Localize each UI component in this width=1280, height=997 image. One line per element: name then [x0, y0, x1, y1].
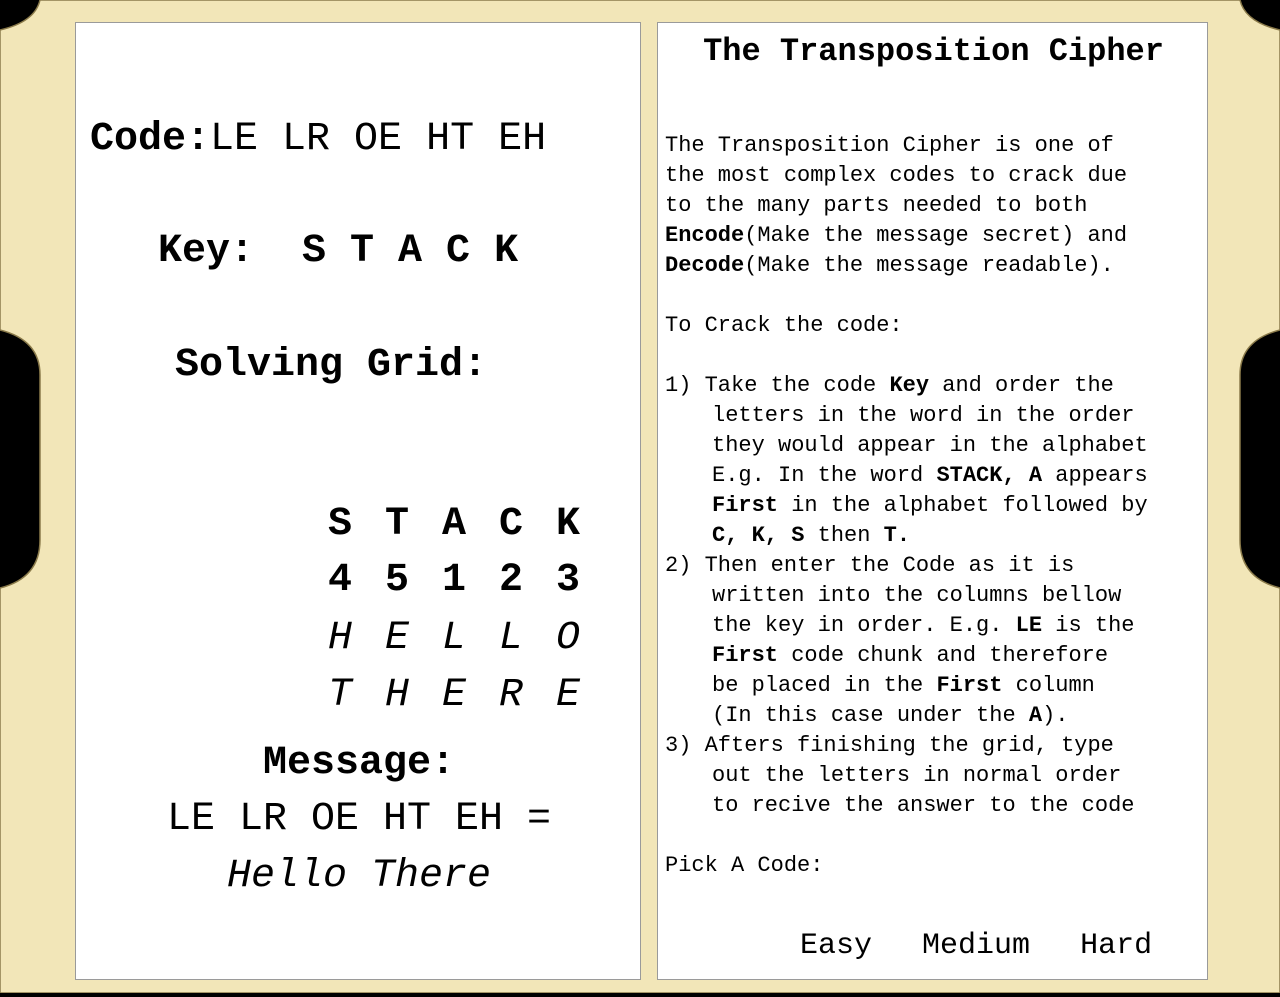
code-value: LE LR OE HT EH — [210, 117, 547, 162]
step-text: then — [804, 523, 884, 548]
grid-cell: L — [442, 616, 467, 661]
grid-cell: S — [328, 502, 353, 547]
step-emphasis: C, K, S — [712, 523, 805, 548]
step-text: 3) Afters finishing the grid, type — [665, 733, 1114, 758]
step-text: in the alphabet followed by — [778, 493, 1148, 518]
message-title: Message: — [262, 741, 456, 786]
message-code: LE LR OE HT EH = — [166, 797, 552, 842]
step-line — [712, 701, 1068, 731]
step-text: (In this case under the — [712, 703, 1029, 728]
step-text: the key in order. E.g. — [712, 613, 1016, 638]
step-line — [712, 461, 1148, 491]
easy-button[interactable]: Easy — [800, 929, 873, 963]
grid-cell: R — [499, 673, 524, 718]
grid-cell: 2 — [499, 558, 524, 603]
step-line — [665, 371, 1114, 401]
step-emphasis: T. — [883, 523, 911, 548]
step-text: to recive the answer to the code — [712, 793, 1135, 818]
decode-line — [665, 251, 1127, 281]
difficulty-options — [728, 895, 1152, 997]
step-line — [712, 431, 1148, 461]
step-text: column — [1002, 673, 1095, 698]
grid-cell: H — [328, 616, 353, 661]
grid-cell: 1 — [442, 558, 467, 603]
step-line — [665, 551, 1074, 581]
grid-cell: 3 — [556, 558, 581, 603]
grid-cell: A — [442, 502, 467, 547]
grid-cell: 4 — [328, 558, 353, 603]
page-title: The Transposition Cipher — [703, 33, 1164, 70]
step-emphasis: First — [712, 643, 779, 668]
step-line — [712, 521, 910, 551]
step-text: code chunk and therefore — [778, 643, 1109, 668]
step-line — [712, 791, 1134, 821]
step-line — [665, 731, 1114, 761]
key-label: Key: — [158, 229, 255, 274]
step-line — [712, 641, 1108, 671]
step-line — [712, 611, 1134, 641]
step-text: and order the — [929, 373, 1114, 398]
decode-term: Decode — [665, 253, 745, 278]
grid-cell: E — [442, 673, 467, 718]
step-text: ). — [1042, 703, 1069, 728]
grid-cell: L — [499, 616, 524, 661]
encode-description: (Make the message secret) and — [744, 223, 1128, 248]
step-emphasis: First — [712, 493, 779, 518]
hard-button[interactable]: Hard — [1080, 929, 1153, 963]
step-text: letters in the word in the order — [712, 403, 1135, 428]
step-emphasis: First — [936, 673, 1003, 698]
step-text: 2) Then enter the Code as it is — [665, 553, 1075, 578]
decode-description: (Make the message readable). — [744, 253, 1114, 278]
grid-cell: E — [385, 616, 410, 661]
grid-cell: H — [385, 673, 410, 718]
step-line — [712, 491, 1148, 521]
encode-line — [665, 221, 1127, 251]
step-text: appears — [1042, 463, 1148, 488]
grid-cell: E — [556, 673, 581, 718]
code-row — [90, 117, 546, 162]
instructions-panel — [657, 22, 1208, 980]
key-row — [158, 229, 518, 274]
step-line — [712, 581, 1121, 611]
code-label: Code: — [90, 117, 211, 162]
step-text: out the letters in normal order — [712, 763, 1122, 788]
step-text: E.g. In the word — [712, 463, 937, 488]
step-line — [712, 761, 1121, 791]
step-emphasis: A — [1028, 703, 1043, 728]
medium-button[interactable]: Medium — [922, 929, 1031, 963]
pick-code-heading: Pick A Code: — [665, 853, 824, 878]
step-line — [712, 671, 1095, 701]
solving-grid-title: Solving Grid: — [175, 343, 488, 388]
message-answer: Hello There — [226, 854, 492, 899]
intro-paragraph — [665, 131, 1127, 281]
step-text: be placed in the — [712, 673, 937, 698]
crack-heading: To Crack the code: — [665, 313, 903, 338]
step-text: is the — [1042, 613, 1135, 638]
key-value: S T A C K — [302, 229, 519, 274]
grid-cell: T — [385, 502, 410, 547]
step-text: they would appear in the alphabet — [712, 433, 1148, 458]
step-text: written into the columns bellow — [712, 583, 1122, 608]
step-emphasis: STACK, A — [936, 463, 1043, 488]
intro-line: The Transposition Cipher is one of — [665, 133, 1114, 158]
step-text: 1) Take the code — [665, 373, 890, 398]
step-line — [712, 401, 1134, 431]
encode-term: Encode — [665, 223, 745, 248]
grid-cell: O — [556, 616, 581, 661]
grid-cell: K — [556, 502, 581, 547]
intro-line: the most complex codes to crack due — [665, 163, 1128, 188]
grid-cell: 5 — [385, 558, 410, 603]
grid-cell: T — [328, 673, 353, 718]
step-emphasis: Key — [889, 373, 930, 398]
solution-panel — [75, 22, 641, 980]
step-emphasis: LE — [1015, 613, 1043, 638]
grid-cell: C — [499, 502, 524, 547]
intro-line: to the many parts needed to both — [665, 193, 1088, 218]
